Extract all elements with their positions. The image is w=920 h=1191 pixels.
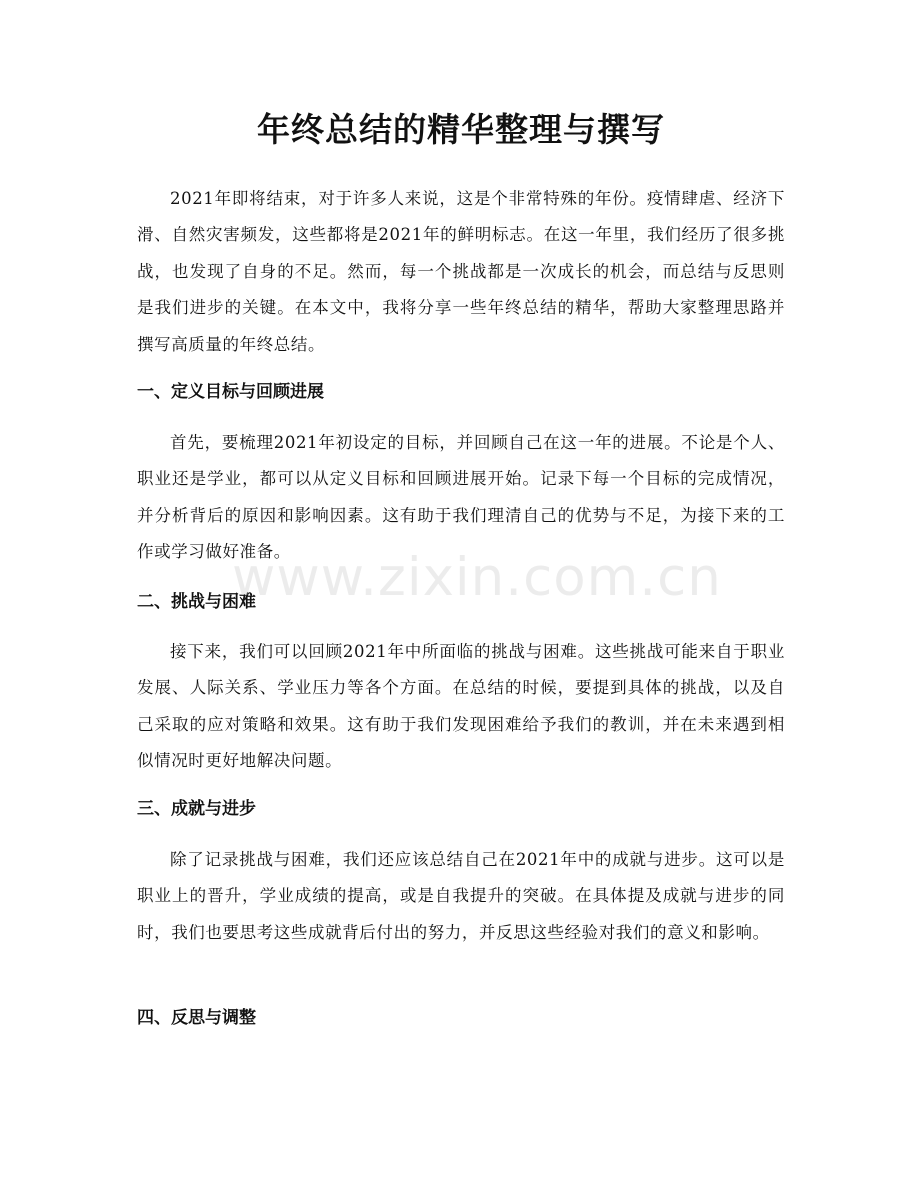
- section-heading-reflection: 四、反思与调整: [137, 1008, 256, 1028]
- section-body-challenges: 接下来，我们可以回顾2021年中所面临的挑战与困难。这些挑战可能来自于职业发展、人际关系、学业压力等各个方面。在总结的时候，要提到具体的挑战，以及自己采取的应对策略和效果。这有助于我们发现困难给予我们的教训，并在未来遇到相似情况时更好地解决问题。: [137, 642, 785, 771]
- watermark: www.zixin.com.cn: [232, 547, 722, 608]
- section-heading-challenges: 二、挑战与困难: [137, 592, 256, 612]
- section-body-goals: 首先，要梳理2021年初设定的目标，并回顾自己在这一年的进展。不论是个人、职业还是学业，都可以从定义目标和回顾进展开始。记录下每一个目标的完成情况，并分析背后的原因和影响因素。这有助于我们理清自己的优势与不足，为接下来的工作或学习做好准备。: [137, 433, 785, 562]
- section-heading-achievements: 三、成就与进步: [137, 799, 256, 819]
- document-title: 年终总结的精华整理与撰写: [257, 110, 665, 149]
- section-body-achievements: 除了记录挑战与困难，我们还应该总结自己在2021年中的成就与进步。这可以是职业上的晋升，学业成绩的提高，或是自我提升的突破。在具体提及成就与进步的同时，我们也要思考这些成就背后付出的努力，并反思这些经验对我们的意义和影响。: [137, 850, 785, 942]
- intro-paragraph: 2021年即将结束，对于许多人来说，这是个非常特殊的年份。疫情肆虐、经济下滑、自然灾害频发，这些都将是2021年的鲜明标志。在这一年里，我们经历了很多挑战，也发现了自身的不足。然而，每一个挑战都是一次成长的机会，而总结与反思则是我们进步的关键。在本文中，我将分享一些年终总结的精华，帮助大家整理思路并撰写高质量的年终总结。: [137, 189, 785, 354]
- section-heading-goals: 一、定义目标与回顾进展: [137, 382, 324, 402]
